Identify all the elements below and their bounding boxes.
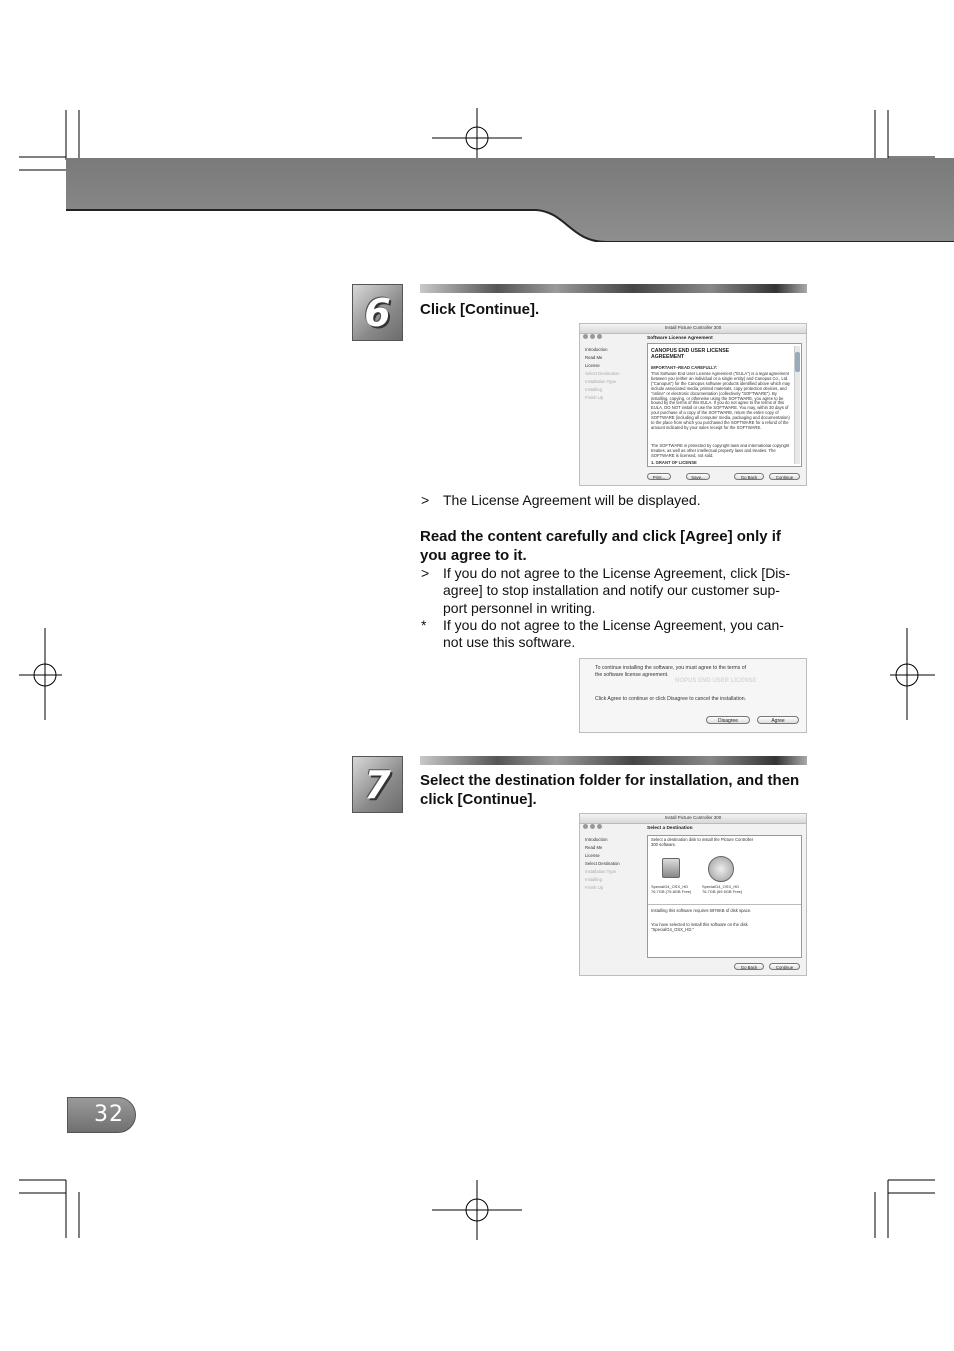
page-number-tab	[67, 1097, 136, 1133]
chosen-line-2: "SpecialG4_OSX_HD."	[651, 927, 695, 932]
disk-2-size: 76.7GB (69.5GB Free)	[702, 889, 743, 894]
select-destination-screenshot	[579, 813, 807, 976]
step-item: License	[585, 363, 600, 368]
step-item: Installation Type	[585, 869, 616, 874]
note-2-line: If you do not agree to the License Agreement, you can-	[443, 617, 784, 633]
sub-heading-line-2: you agree to it.	[420, 547, 527, 564]
hard-disk-icon[interactable]	[662, 858, 680, 878]
window-titlebar	[580, 814, 806, 824]
step-7-heading-line-1: Select the destination folder for installation, and then	[420, 772, 800, 789]
step-item: Select Destination	[585, 371, 620, 376]
note-1-line: If you do not agree to the License Agreement, click [Dis-	[443, 565, 791, 581]
step-7-bar	[420, 756, 807, 765]
step-7-heading-line-2: click [Continue].	[420, 791, 537, 808]
step-item: Read Me	[585, 355, 603, 360]
important-line: IMPORTANT--READ CAREFULLY:	[651, 365, 718, 370]
agree-dialog-screenshot	[579, 658, 807, 733]
requires-text: Installing this software requires 6976KB of disk space.	[651, 908, 752, 913]
note-1-line: port personnel in writing.	[443, 600, 596, 616]
disk-1-size: 76.7GB (75.8GB Free)	[651, 889, 692, 894]
go-back-button[interactable]: Go Back	[734, 473, 764, 480]
step-item: Introduction	[585, 347, 608, 352]
go-back-button[interactable]: Go Back	[734, 963, 764, 970]
header-band	[66, 158, 954, 242]
step-item: Installing	[585, 877, 602, 882]
page-number: 32	[94, 1102, 124, 1127]
divider	[648, 904, 801, 905]
pane-title: Select a Destination	[647, 826, 693, 831]
dialog-line-2: the software license agreement.	[595, 672, 669, 678]
disk-2-name: SpecialG4_OSX_HD	[702, 884, 740, 889]
save-button[interactable]: Save...	[686, 473, 710, 480]
instruction-line-2: 300 software.	[651, 842, 677, 847]
instruction-line-1: Select a destination disk to install the Picture Controller	[651, 837, 754, 842]
step-7-badge	[352, 756, 403, 813]
step-6-badge	[352, 284, 403, 341]
note-2-marker: *	[421, 617, 427, 633]
step-item: Introduction	[585, 837, 608, 842]
installer-steps	[585, 836, 620, 892]
agree-button[interactable]: Agree	[757, 716, 799, 724]
chosen-line-1: You have selected to install this software on the disk	[651, 922, 748, 927]
installer-steps	[585, 346, 620, 402]
license-para-1: This Software End User License Agreement ("EULA") is a legal agreement between you (either an individual or a single entity) and Canopus Co., Ltd. ("Canopus") for the Canopus software products identified above which may include associated media, printed materials, copy protection devices, and "online" or electronic documentation (collectively "SOFTWARE"). By installing, copying, or otherwise using the SOFTWARE, you agree to be bound by the terms of this EULA. If you do not agree to the terms of this EULA, DO NOT install or use the SOFTWARE. You may, within 30 days of your purchase of a copy of the SOFTWARE, return the entire copy of SOFTWARE (including all computer media, packaging and documentation) to the place from which you purchased the SOFTWARE for a refund of the amount indicated by your sales receipt for the SOFTWARE.	[651, 372, 791, 430]
step-item: License	[585, 853, 600, 858]
destination-pane	[647, 835, 802, 958]
step-6-heading: Click [Continue].	[420, 301, 540, 318]
dialog-line-3: Click Agree to continue or click Disagree to cancel the installation.	[595, 696, 747, 702]
disagree-button[interactable]: Disagree	[706, 716, 750, 724]
license-section: 1. GRANT OF LICENSE	[651, 460, 697, 465]
selected-disk-icon[interactable]	[708, 856, 734, 882]
window-title: Install Picture Controller 300	[664, 325, 722, 330]
note-1-line: agree] to stop installation and notify our customer sup-	[443, 582, 780, 598]
result-marker: >	[421, 492, 430, 508]
license-para-2: The SOFTWARE is protected by copyright laws and international copyright treaties, as well as other intellectual property laws and treaties. The SOFTWARE is licensed, not sold.	[651, 444, 790, 458]
print-button[interactable]: Print...	[647, 473, 671, 480]
step-item: Finish Up	[585, 395, 604, 400]
step-item: Select Destination	[585, 861, 620, 866]
window-titlebar	[580, 324, 806, 334]
disk-1-name: SpecialG4_OSX_HD	[651, 884, 689, 889]
dialog-line-1: To continue installing the software, you must agree to the terms of	[595, 665, 747, 671]
faint-background-text: NOPUS END USER LICENSE	[675, 678, 757, 684]
scrollbar[interactable]	[794, 346, 800, 464]
sub-heading-line-1: Read the content carefully and click [Agree] only if	[420, 528, 781, 545]
result-text: The License Agreement will be displayed.	[443, 492, 701, 508]
note-1-marker: >	[421, 565, 430, 581]
step-6-bar	[420, 284, 807, 293]
window-title: Install Picture Controller 300	[664, 815, 722, 820]
step-item: Finish Up	[585, 885, 604, 890]
continue-button[interactable]: Continue	[769, 963, 800, 970]
step-item: Installation Type	[585, 379, 616, 384]
step-item: Installing	[585, 387, 602, 392]
continue-button[interactable]: Continue	[769, 473, 800, 480]
license-title: CANOPUS END USER LICENSE	[651, 348, 730, 354]
step-7-number: 7	[364, 762, 391, 807]
license-agreement-screenshot	[579, 323, 807, 486]
license-text-pane[interactable]	[647, 343, 802, 467]
license-title-2: AGREEMENT	[651, 354, 685, 360]
pane-title: Software License Agreement	[647, 336, 713, 341]
step-6-number: 6	[364, 290, 391, 335]
note-2-line: not use this software.	[443, 634, 576, 650]
step-item: Read Me	[585, 845, 603, 850]
